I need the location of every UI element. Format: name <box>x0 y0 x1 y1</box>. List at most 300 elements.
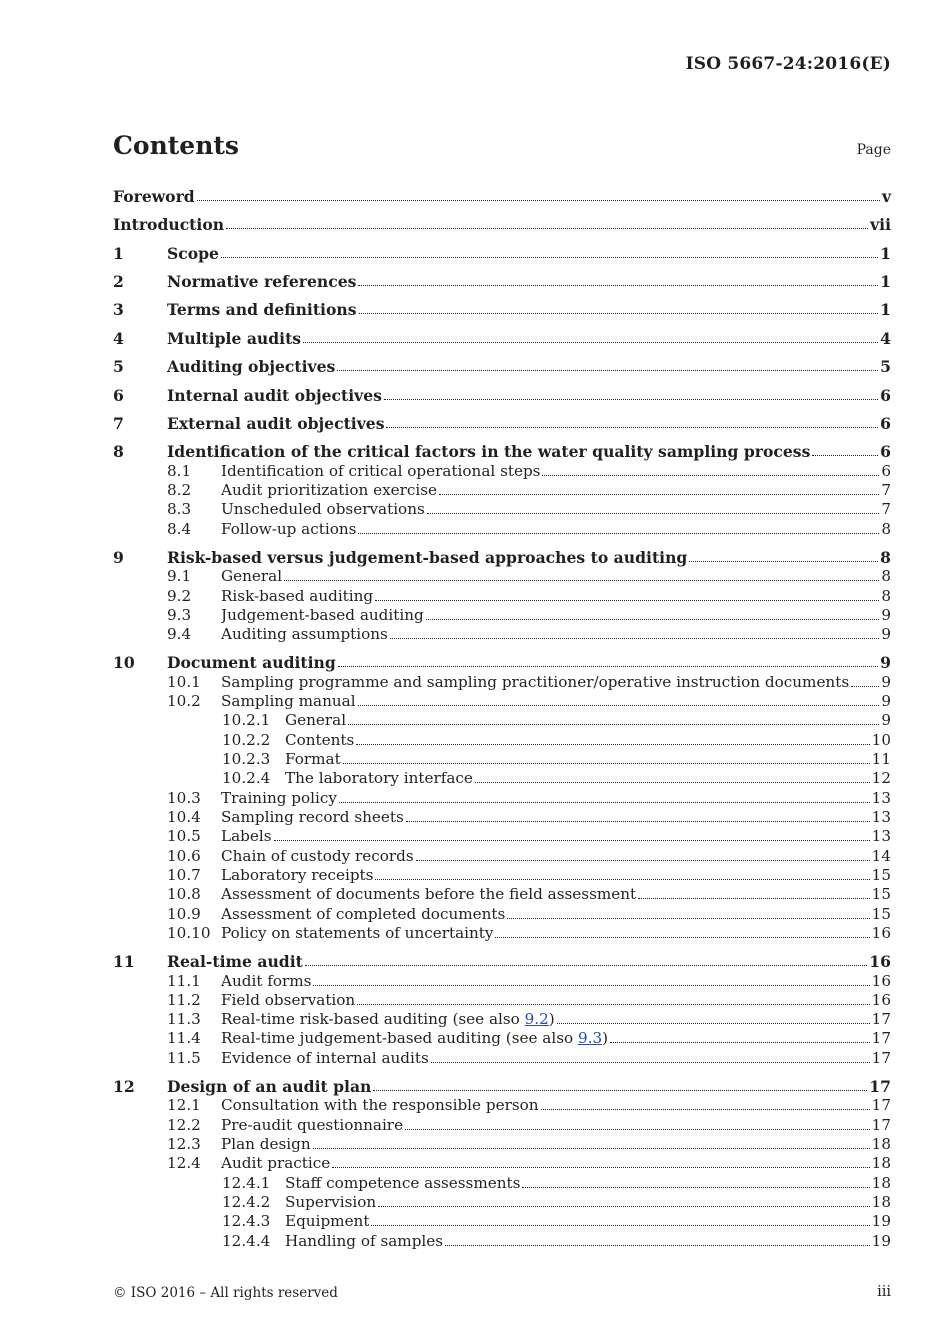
dot-leader <box>445 1245 870 1246</box>
dot-leader <box>439 494 879 495</box>
dot-leader <box>305 965 867 966</box>
dot-leader <box>343 763 870 764</box>
toc-entry-title-text: Real-time audit <box>167 952 303 971</box>
toc-entry-number: 10.10 <box>167 924 211 942</box>
toc-entry-title-text: Format <box>285 750 341 768</box>
toc-page-number: 13 <box>871 827 891 845</box>
toc-entry[interactable] <box>113 1174 891 1193</box>
toc-page-number: 9 <box>880 653 891 672</box>
toc-entry-title <box>167 329 301 348</box>
toc-page-number: 1 <box>880 300 891 319</box>
toc-entry-number: 12.4.3 <box>222 1212 271 1230</box>
toc-entry-title-text: Chain of custody records <box>221 847 414 865</box>
toc-entry-number: 12 <box>113 1077 135 1096</box>
toc-page-number: 8 <box>881 567 891 585</box>
dot-leader <box>416 860 870 861</box>
toc-page-number: 5 <box>880 357 891 376</box>
toc-page-number: 18 <box>871 1154 891 1172</box>
toc-entry-title-text: General <box>285 711 347 729</box>
toc-entry-number: 6 <box>113 386 124 405</box>
toc-entry-title <box>167 952 303 971</box>
toc-entry-title-text: Scope <box>167 244 219 263</box>
dot-leader <box>475 782 870 783</box>
toc-entry-title-suffix: ) <box>548 1010 555 1028</box>
toc-entry-title <box>167 1077 371 1096</box>
toc-entry-title-text: Evidence of internal audits <box>221 1049 429 1067</box>
toc-entry-number: 10.4 <box>167 808 201 826</box>
toc-entry-title-text: Consultation with the responsible person <box>221 1096 539 1114</box>
toc-entry-title-text: Foreword <box>113 187 195 206</box>
toc-entry-title-text: Supervision <box>285 1193 377 1211</box>
toc-entry-number: 10.2.3 <box>222 750 271 768</box>
dot-leader <box>851 686 879 687</box>
toc-page-number: 13 <box>871 789 891 807</box>
toc-entry[interactable] <box>113 673 891 692</box>
toc-entry[interactable] <box>113 215 891 234</box>
toc-entry-title <box>221 885 636 904</box>
toc-page-number: 16 <box>871 924 891 942</box>
toc-entry-number: 12.4 <box>167 1154 201 1172</box>
dot-leader <box>358 533 879 534</box>
toc-entry[interactable] <box>113 924 891 943</box>
toc-entry[interactable] <box>113 187 891 206</box>
toc-page-number: 9 <box>881 625 891 643</box>
toc-entry-title-text: Identification of the critical factors in the water quality sampling process <box>167 442 811 461</box>
toc-page-number: 4 <box>880 329 891 348</box>
toc-entry[interactable] <box>113 789 891 808</box>
dot-leader <box>557 1023 870 1024</box>
toc-entry-title <box>167 357 335 376</box>
dot-leader <box>313 1148 870 1149</box>
toc-entry-number: 9.3 <box>167 606 192 624</box>
toc-entry-number: 8.2 <box>167 481 192 499</box>
toc-entry[interactable] <box>113 731 891 750</box>
toc-entry-number: 10.2 <box>167 692 201 710</box>
toc-entry[interactable] <box>113 386 891 405</box>
toc-page-number: 9 <box>881 711 891 729</box>
toc-entry-number: 8.4 <box>167 520 192 538</box>
toc-entry-title-text: Real-time risk-based auditing (see also <box>221 1010 525 1028</box>
toc-entry-title <box>221 1154 330 1173</box>
page-column-label: Page <box>856 142 891 158</box>
toc-entry-title <box>113 215 224 234</box>
toc-entry-title <box>285 711 346 730</box>
toc-entry-title <box>221 1135 311 1154</box>
dot-leader <box>338 666 878 667</box>
toc-entry-title-text: Handling of samples <box>285 1232 444 1250</box>
toc-page-number: 16 <box>869 952 891 971</box>
toc-entry[interactable] <box>113 1135 891 1154</box>
toc-page-number: 17 <box>871 1096 891 1114</box>
toc-entry[interactable] <box>113 300 891 319</box>
toc-entry-number: 10.8 <box>167 885 201 903</box>
toc-entry-number: 12.4.2 <box>222 1193 271 1211</box>
toc-entry-number: 2 <box>113 272 124 291</box>
toc-page-number: 18 <box>871 1193 891 1211</box>
toc-page-number: 7 <box>881 500 891 518</box>
toc-entry[interactable] <box>113 442 891 461</box>
toc-page-number: 17 <box>871 1010 891 1028</box>
toc-page-number: 10 <box>871 731 891 749</box>
toc-entry-title-text: Sampling manual <box>221 692 356 710</box>
toc-entry[interactable] <box>113 625 891 644</box>
toc-page-number: 17 <box>871 1116 891 1134</box>
toc-entry-title <box>221 1049 429 1068</box>
toc-entry[interactable] <box>113 357 891 376</box>
dot-leader <box>313 985 869 986</box>
toc-entry[interactable] <box>113 567 891 586</box>
toc-entry-title-text: Risk-based auditing <box>221 587 374 605</box>
dot-leader <box>339 802 870 803</box>
toc-entry[interactable] <box>113 244 891 263</box>
toc-entry-title-text: Audit practice <box>221 1154 331 1172</box>
toc-entry-title-text: External audit objectives <box>167 414 385 433</box>
toc-page-number: 16 <box>871 972 891 990</box>
toc-entry[interactable] <box>113 520 891 539</box>
toc-entry-title <box>221 462 540 481</box>
toc-entry-number: 8 <box>113 442 124 461</box>
toc-entry-title-text: Judgement-based auditing <box>221 606 424 624</box>
toc-page-number: 9 <box>881 673 891 691</box>
toc-entry-title-text: Audit prioritization exercise <box>221 481 438 499</box>
dot-leader <box>541 1109 870 1110</box>
toc-entry-title <box>113 187 195 206</box>
toc-entry-title-text: Assessment of completed documents <box>221 905 506 923</box>
toc-entry-number: 8.1 <box>167 462 192 480</box>
toc-page-number: 15 <box>871 905 891 923</box>
toc-page-number: 13 <box>871 808 891 826</box>
toc-page-number: 17 <box>871 1049 891 1067</box>
toc-entry-number: 12.4.4 <box>222 1232 271 1250</box>
toc-entry-title <box>221 1116 403 1135</box>
dot-leader <box>375 600 879 601</box>
toc-entry-title <box>285 731 354 750</box>
toc-entry-number: 10.2.2 <box>222 731 271 749</box>
dot-leader <box>495 937 869 938</box>
toc-entry[interactable] <box>113 272 891 291</box>
toc-entry[interactable] <box>113 548 891 567</box>
toc-entry-number: 11.2 <box>167 991 201 1009</box>
toc-entry[interactable] <box>113 329 891 348</box>
toc-entry[interactable] <box>113 972 891 991</box>
toc-entry[interactable] <box>113 750 891 769</box>
toc-entry-title-text: Internal audit objectives <box>167 386 382 405</box>
toc-entry-title <box>221 1029 608 1048</box>
toc-entry-number: 9.1 <box>167 567 192 585</box>
dot-leader <box>359 313 879 314</box>
dot-leader <box>357 1004 869 1005</box>
dot-leader <box>507 918 869 919</box>
toc-entry-title-text: Labels <box>221 827 272 845</box>
toc-entry[interactable] <box>113 692 891 711</box>
toc-entry[interactable] <box>113 1010 891 1029</box>
toc-page-number: 11 <box>871 750 891 768</box>
dot-leader <box>284 580 879 581</box>
cross-reference-link[interactable]: 9.2 <box>524 1010 549 1028</box>
toc-entry-number: 11.1 <box>167 972 201 990</box>
toc-entry-title <box>285 769 473 788</box>
toc-entry-title-text: Introduction <box>113 215 225 234</box>
dot-leader <box>378 1206 870 1207</box>
toc-page-number: 8 <box>881 520 891 538</box>
toc-page-number: 6 <box>880 414 891 433</box>
toc-entry[interactable] <box>113 653 891 672</box>
toc-page-number: vii <box>870 215 891 234</box>
toc-entry-number: 9 <box>113 548 124 567</box>
toc-page-number: 17 <box>869 1077 891 1096</box>
dot-leader <box>386 427 878 428</box>
dot-leader <box>406 821 870 822</box>
toc-page-number: 12 <box>871 769 891 787</box>
toc-page-number: 17 <box>871 1029 891 1047</box>
toc-page-number: 15 <box>871 866 891 884</box>
toc-entry-title <box>221 827 272 846</box>
toc-entry-title <box>221 866 373 885</box>
toc-page-number: 1 <box>880 244 891 263</box>
page-number: iii <box>877 1284 891 1300</box>
toc-entry-title-text: Normative references <box>167 272 357 291</box>
toc-entry[interactable] <box>113 885 891 904</box>
toc-entry-title <box>285 1232 443 1251</box>
toc-page-number: 19 <box>871 1212 891 1230</box>
toc-page-number: v <box>881 187 891 206</box>
toc-entry-title-text: Equipment <box>285 1212 370 1230</box>
toc-entry-number: 10.7 <box>167 866 201 884</box>
toc-page-number: 1 <box>880 272 891 291</box>
toc-entry[interactable] <box>113 847 891 866</box>
toc-entry[interactable] <box>113 905 891 924</box>
toc-entry-number: 11.4 <box>167 1029 201 1047</box>
toc-page-number: 9 <box>881 606 891 624</box>
toc-entry-title-text: Policy on statements of uncertainty <box>221 924 494 942</box>
toc-page-number: 18 <box>871 1174 891 1192</box>
toc-entry-title-text: Contents <box>285 731 355 749</box>
toc-entry-number: 11.5 <box>167 1049 201 1067</box>
toc-entry-title-text: Field observation <box>221 991 356 1009</box>
toc-entry-title <box>221 808 404 827</box>
dot-leader <box>197 200 880 201</box>
toc-entry-title <box>285 1174 520 1193</box>
toc-entry-title-text: Auditing objectives <box>167 357 336 376</box>
toc-entry-title <box>167 300 357 319</box>
toc-entry[interactable] <box>113 1077 891 1096</box>
toc-entry[interactable] <box>113 827 891 846</box>
dot-leader <box>390 638 879 639</box>
toc-entry-title-text: Sampling programme and sampling practitioner/operative instruction documents <box>221 673 850 691</box>
dot-leader <box>303 342 878 343</box>
dot-leader <box>373 1090 867 1091</box>
toc-entry-title <box>221 587 373 606</box>
toc-entry-title <box>221 606 424 625</box>
toc-entry-title-text: Assessment of documents before the field assessment <box>221 885 637 903</box>
toc-entry-title <box>221 905 505 924</box>
toc-page-number: 19 <box>871 1232 891 1250</box>
toc-entry-title <box>167 442 810 461</box>
toc-entry[interactable] <box>113 808 891 827</box>
toc-entry[interactable] <box>113 991 891 1010</box>
toc-page-number: 6 <box>880 442 891 461</box>
toc-page-number: 6 <box>880 386 891 405</box>
dot-leader <box>358 705 880 706</box>
copyright-footer: © ISO 2016 – All rights reserved <box>113 1285 338 1301</box>
toc-entry-title <box>221 924 493 943</box>
dot-leader <box>431 1062 870 1063</box>
toc-entry-title-text: Sampling record sheets <box>221 808 404 826</box>
toc-entry-title-text: The laboratory interface <box>285 769 473 787</box>
toc-entry-number: 11.3 <box>167 1010 201 1028</box>
toc-entry-number: 12.2 <box>167 1116 201 1134</box>
toc-entry-number: 10.9 <box>167 905 201 923</box>
toc-entry-title <box>167 386 382 405</box>
dot-leader <box>638 898 870 899</box>
toc-entry-number: 1 <box>113 244 124 263</box>
toc-entry-number: 12.3 <box>167 1135 201 1153</box>
toc-entry[interactable] <box>113 1193 891 1212</box>
dot-leader <box>348 724 879 725</box>
toc-entry-title-text: Pre-audit questionnaire <box>221 1116 404 1134</box>
toc-page-number: 8 <box>880 548 891 567</box>
dot-leader <box>427 513 880 514</box>
toc-entry[interactable] <box>113 1029 891 1048</box>
dot-leader <box>542 475 879 476</box>
toc-entry-title <box>221 847 414 866</box>
toc-entry-title <box>221 692 356 711</box>
toc-entry-title-text: Plan design <box>221 1135 311 1153</box>
toc-page-number: 14 <box>871 847 891 865</box>
dot-leader <box>332 1167 869 1168</box>
toc-entry[interactable] <box>113 711 891 730</box>
toc-entry-number: 12.4.1 <box>222 1174 271 1192</box>
toc-entry-number: 10.6 <box>167 847 201 865</box>
toc-entry-title <box>285 1193 376 1212</box>
toc-entry[interactable] <box>113 606 891 625</box>
toc-page-number: 8 <box>881 587 891 605</box>
contents-heading: Contents <box>113 131 240 160</box>
toc-entry-title-text: Unscheduled observations <box>221 500 425 518</box>
cross-reference-link[interactable]: 9.3 <box>578 1029 603 1047</box>
dot-leader <box>221 257 878 258</box>
toc-entry-number: 8.3 <box>167 500 192 518</box>
toc-page-number: 16 <box>871 991 891 1009</box>
dot-leader <box>610 1042 870 1043</box>
dot-leader <box>226 228 868 229</box>
dot-leader <box>371 1225 869 1226</box>
toc-entry-title <box>221 625 388 644</box>
dot-leader <box>358 285 878 286</box>
dot-leader <box>337 370 878 371</box>
toc-entry[interactable] <box>113 1096 891 1115</box>
toc-entry-title-text: Risk-based versus judgement-based approaches to auditing <box>167 548 688 567</box>
toc-entry-number: 9.4 <box>167 625 192 643</box>
toc-entry-title-text: Follow-up actions <box>221 520 357 538</box>
toc-entry-number: 10.3 <box>167 789 201 807</box>
toc-entry-number: 7 <box>113 414 124 433</box>
dot-leader <box>384 399 878 400</box>
toc-entry-title <box>221 1010 555 1029</box>
toc-entry-number: 5 <box>113 357 124 376</box>
toc-entry[interactable] <box>113 952 891 971</box>
toc-entry-title <box>167 548 687 567</box>
toc-entry-number: 12.1 <box>167 1096 201 1114</box>
toc-entry-title-text: Audit forms <box>221 972 312 990</box>
toc-entry-title <box>285 1212 369 1231</box>
toc-entry-title <box>167 414 384 433</box>
toc-entry[interactable] <box>113 481 891 500</box>
toc-entry-title-text: Identification of critical operational steps <box>221 462 541 480</box>
document-id-header: ISO 5667-24:2016(E) <box>685 54 891 74</box>
toc-entry-number: 10 <box>113 653 135 672</box>
toc-entry-number: 9.2 <box>167 587 192 605</box>
toc-page-number: 9 <box>881 692 891 710</box>
toc-entry-title-suffix: ) <box>602 1029 609 1047</box>
toc-entry-number: 10.1 <box>167 673 201 691</box>
dot-leader <box>375 879 869 880</box>
toc-entry-title <box>167 272 356 291</box>
dot-leader <box>522 1187 869 1188</box>
toc-entry-title <box>221 789 337 808</box>
toc-page-number: 7 <box>881 481 891 499</box>
toc-entry-title-text: Laboratory receipts <box>221 866 374 884</box>
toc-entry-title-text: Auditing assumptions <box>221 625 388 643</box>
toc-entry-title <box>167 653 336 672</box>
toc-entry-number: 11 <box>113 952 135 971</box>
toc-entry[interactable] <box>113 1116 891 1135</box>
toc-entry-number: 10.5 <box>167 827 201 845</box>
toc-entry-title-text: Design of an audit plan <box>167 1077 372 1096</box>
toc-entry[interactable] <box>113 1154 891 1173</box>
dot-leader <box>405 1129 870 1130</box>
toc-entry[interactable] <box>113 414 891 433</box>
toc-entry-title-text: Real-time judgement-based auditing (see also <box>221 1029 578 1047</box>
toc-entry-title <box>167 244 219 263</box>
dot-leader <box>274 840 870 841</box>
toc-entry-number: 4 <box>113 329 124 348</box>
toc-entry-title-text: Training policy <box>221 789 337 807</box>
toc-entry-title-text: Staff competence assessments <box>285 1174 521 1192</box>
toc-entry-title <box>221 500 425 519</box>
toc-entry-title <box>221 1096 539 1115</box>
toc-entry-title-text: Multiple audits <box>167 329 302 348</box>
toc-entry-title-text: Document auditing <box>167 653 336 672</box>
toc-entry-title <box>221 673 849 692</box>
toc-entry-number: 10.2.4 <box>222 769 271 787</box>
dot-leader <box>426 619 880 620</box>
toc-entry[interactable] <box>113 462 891 481</box>
toc-entry-title <box>221 972 311 991</box>
dot-leader <box>812 455 878 456</box>
toc-entry-title <box>221 567 282 586</box>
toc-page-number: 18 <box>871 1135 891 1153</box>
toc-entry[interactable] <box>113 1232 891 1251</box>
toc-entry-title <box>285 750 341 769</box>
toc-entry[interactable] <box>113 769 891 788</box>
toc-entry-number: 3 <box>113 300 124 319</box>
toc-entry-title-text: Terms and definitions <box>167 300 357 319</box>
toc-entry-title-text: General <box>221 567 283 585</box>
toc-entry[interactable] <box>113 1212 891 1231</box>
toc-entry-number: 10.2.1 <box>222 711 271 729</box>
toc-entry-title <box>221 520 356 539</box>
toc-page-number: 6 <box>881 462 891 480</box>
toc-page-number: 15 <box>871 885 891 903</box>
toc-entry-title <box>221 991 355 1010</box>
toc-entry[interactable] <box>113 1049 891 1068</box>
toc-entry[interactable] <box>113 500 891 519</box>
toc-entry[interactable] <box>113 866 891 885</box>
toc-entry-title <box>221 481 437 500</box>
toc-entry[interactable] <box>113 587 891 606</box>
dot-leader <box>356 744 869 745</box>
